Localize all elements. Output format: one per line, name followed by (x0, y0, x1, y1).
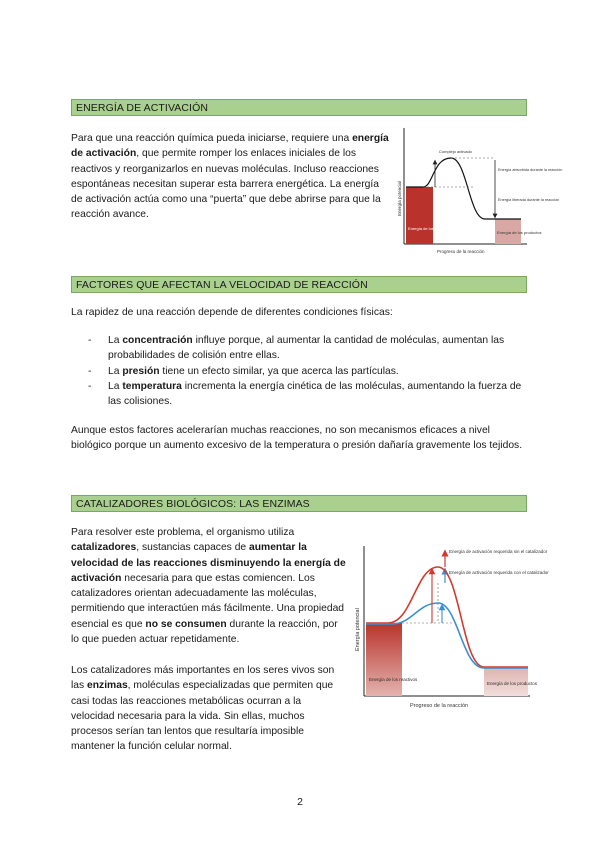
x-axis-label: Progreso de la reacción (410, 703, 469, 709)
products-energy-label: Energía de los productos (487, 681, 538, 686)
section-heading-activation-energy: ENERGÍA DE ACTIVACIÓN (71, 99, 527, 116)
reactants-energy-label: Energía de los reactivos (369, 677, 418, 682)
catalyst-energy-diagram (350, 541, 549, 741)
reaction-speed-closing: Aunque estos factores acelerarían muchas reacciones, no son mecanismos eficaces a nivel biológico porque un aumento excesivo de la temperatura o presión dañaría gravemente los tejidos. (71, 425, 523, 452)
factors-list (88, 333, 528, 409)
x-axis-label: Progreso de la reacción (437, 249, 485, 254)
activation-energy-paragraph: Para que una reacción química pueda iniciarse, requiere una energía de activación, que permite romper los enlaces iniciales de los reactivos y reorganizarlos en nuevas moléculas. Incluso reacciones espontáneas necesitan superar esta barrera energética. La energía de activación actúa como una “puerta” que debe abrirse para que la reacción avance. (71, 133, 389, 221)
products-energy-label: Energía de los productos (497, 230, 542, 235)
reaction-speed-intro: La rapidez de una reacción depende de diferentes condiciones físicas: (71, 307, 393, 318)
page-number: 2 (297, 796, 303, 808)
list-item-temperature: - La temperatura incrementa la energía cinética de las moléculas, aumentando la fuerza de las colisiones. (88, 380, 522, 408)
catalysts-paragraph: Para resolver este problema, el organismo utiliza catalizadores, sustancias capaces de aumentar la velocidad de las reacciones disminuyendo la energía de activación necesaria para que estas comiencen. Los catalizadores orientan adecuadamente las moléculas, permitiendo que interactúen más fácilmente. Una propiedad esencial es que no se consumen durante la reacción, por lo que pueden actuar repetidamente. (71, 527, 346, 646)
reactants-energy-label: Energía de los reactivos (408, 226, 451, 231)
released-energy-label: Energía liberada durante la reacción (498, 198, 560, 202)
activated-complex-label: Complejo activado (439, 149, 472, 154)
activation-energy-diagram (395, 126, 563, 258)
list-item-concentration: - La concentración influye porque, al aumentar la cantidad de moléculas, aumentan las probabilidades de colisión entre ellas. (88, 335, 505, 362)
section-heading-reaction-speed: FACTORES QUE AFECTAN LA VELOCIDAD DE REACCIÓN (71, 276, 527, 293)
legend-blue-label: Energía de activación requerida con el catalizador (449, 570, 549, 575)
legend-red-label: Energía de activación requerida sin el catalizador (449, 549, 548, 554)
reactants-energy-bar (366, 623, 402, 696)
absorbed-energy-label: Energía absorbida durante la reacción (498, 168, 563, 172)
section-heading-biological-catalysts: CATALIZADORES BIOLÓGICOS: LAS ENZIMAS (71, 495, 527, 512)
list-item-pressure: - La presión tiene un efecto similar, ya que acerca las partículas. (88, 365, 399, 377)
y-axis-label: Energía potencial (355, 608, 361, 651)
enzymes-paragraph: Los catalizadores más importantes en los seres vivos son las enzimas, moléculas especializadas que permiten que casi todas las reacciones metabólicas ocurran a la velocidad necesaria para la vida. Sin ellas, muchos procesos serían tan lentos que resultaría imposible mantener la función celular normal. (71, 665, 335, 753)
y-axis-label: Energía potencial (397, 180, 402, 216)
reactants-energy-bar (406, 187, 433, 244)
